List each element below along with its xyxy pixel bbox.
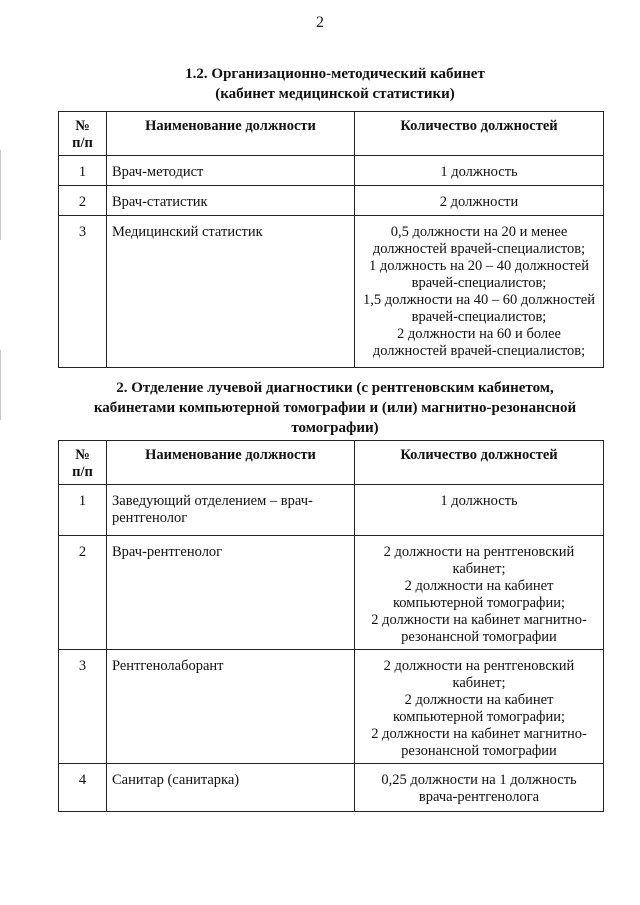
position-name xyxy=(107,650,355,764)
position-name xyxy=(107,485,355,536)
section-title-line: (кабинет медицинской статистики) xyxy=(215,86,455,102)
position-name-line: Заведующий отделением – врач- xyxy=(112,493,313,509)
section-title-line: кабинетами компьютерной томографии и (или) магнитно-резонансной xyxy=(93,400,577,416)
scan-margin-mark xyxy=(0,350,1,420)
staff-table-1 xyxy=(58,111,604,368)
position-name xyxy=(107,216,355,368)
table-row xyxy=(59,764,604,812)
row-number: 2 xyxy=(59,186,107,216)
quantity-line: 1 должность xyxy=(440,164,518,180)
row-number: 1 xyxy=(59,485,107,536)
quantity-line: 2 должности xyxy=(439,194,519,210)
page-number: 2 xyxy=(316,14,324,31)
row-number: 2 xyxy=(59,536,107,650)
section-title-line: 1.2. Организационно-методический кабинет xyxy=(185,66,485,82)
position-quantity xyxy=(355,536,604,650)
position-name xyxy=(107,186,355,216)
position-name xyxy=(107,764,355,812)
quantity-line: 2 должности на кабинет магнитно- xyxy=(371,726,587,742)
header-quantity: Количество должностей xyxy=(355,441,604,485)
quantity-line: 1 должность xyxy=(440,493,518,509)
table-body xyxy=(59,156,604,368)
table-header-row xyxy=(59,112,604,156)
table-row xyxy=(59,156,604,186)
position-quantity xyxy=(355,650,604,764)
quantity-line: 0,5 должности на 20 и менее xyxy=(390,224,568,240)
quantity-line: 2 должности на 60 и более xyxy=(397,326,561,342)
position-name-line: Врач-методист xyxy=(112,164,204,180)
row-number: 3 xyxy=(59,650,107,764)
header-number-line: п/п xyxy=(72,464,93,480)
header-number xyxy=(59,441,107,485)
row-number: 1 xyxy=(59,156,107,186)
quantity-line: врачей-специалистов; xyxy=(411,275,547,291)
table-header-row xyxy=(59,441,604,485)
staff-table-2 xyxy=(58,440,604,812)
position-quantity xyxy=(355,186,604,216)
quantity-line: резонансной томографии xyxy=(401,743,557,759)
quantity-line: должностей врачей-специалистов; xyxy=(372,241,586,257)
table-row xyxy=(59,650,604,764)
table-body xyxy=(59,485,604,812)
table-row xyxy=(59,536,604,650)
quantity-line: кабинет; xyxy=(452,675,506,691)
header-number xyxy=(59,112,107,156)
position-name-line: Врач-рентгенолог xyxy=(112,544,223,560)
position-name xyxy=(107,536,355,650)
position-quantity xyxy=(355,156,604,186)
position-name xyxy=(107,156,355,186)
position-quantity xyxy=(355,216,604,368)
header-quantity: Количество должностей xyxy=(355,112,604,156)
position-name-line: Медицинский статистик xyxy=(112,224,263,240)
header-position-name: Наименование должности xyxy=(107,441,355,485)
quantity-line: врачей-специалистов; xyxy=(411,309,547,325)
section-2-title xyxy=(70,378,600,438)
position-name-line: Санитар (санитарка) xyxy=(112,772,240,788)
position-name-line: рентгенолог xyxy=(112,510,188,526)
quantity-line: резонансной томографии xyxy=(401,629,557,645)
table-row xyxy=(59,216,604,368)
row-number: 4 xyxy=(59,764,107,812)
header-position-name: Наименование должности xyxy=(107,112,355,156)
table-row xyxy=(59,186,604,216)
scan-margin-mark xyxy=(0,150,1,240)
quantity-line: 0,25 должности на 1 должность xyxy=(381,772,577,788)
quantity-line: 1 должность на 20 – 40 должностей xyxy=(369,258,589,274)
quantity-line: должностей врачей-специалистов; xyxy=(372,343,586,359)
quantity-line: 2 должности на кабинет xyxy=(404,692,554,708)
section-title-line: 2. Отделение лучевой диагностики (с рентгеновским кабинетом, xyxy=(116,380,554,396)
quantity-line: врача-рентгенолога xyxy=(418,789,540,805)
header-number-line: № xyxy=(75,447,90,463)
quantity-line: 2 должности на кабинет xyxy=(404,578,554,594)
quantity-line: компьютерной томографии; xyxy=(392,595,565,611)
header-number-line: № xyxy=(75,118,90,134)
table-row xyxy=(59,485,604,536)
header-number-line: п/п xyxy=(72,135,93,151)
row-number: 3 xyxy=(59,216,107,368)
position-quantity xyxy=(355,764,604,812)
quantity-line: 2 должности на кабинет магнитно- xyxy=(371,612,587,628)
section-1-title xyxy=(70,64,600,104)
quantity-line: компьютерной томографии; xyxy=(392,709,565,725)
quantity-line: 2 должности на рентгеновский xyxy=(383,544,575,560)
position-name-line: Врач-статистик xyxy=(112,194,208,210)
quantity-line: 2 должности на рентгеновский xyxy=(383,658,575,674)
quantity-line: кабинет; xyxy=(452,561,506,577)
quantity-line: 1,5 должности на 40 – 60 должностей xyxy=(363,292,595,308)
position-name-line: Рентгенолаборант xyxy=(112,658,224,674)
section-title-line: томографии) xyxy=(291,420,379,436)
position-quantity xyxy=(355,485,604,536)
